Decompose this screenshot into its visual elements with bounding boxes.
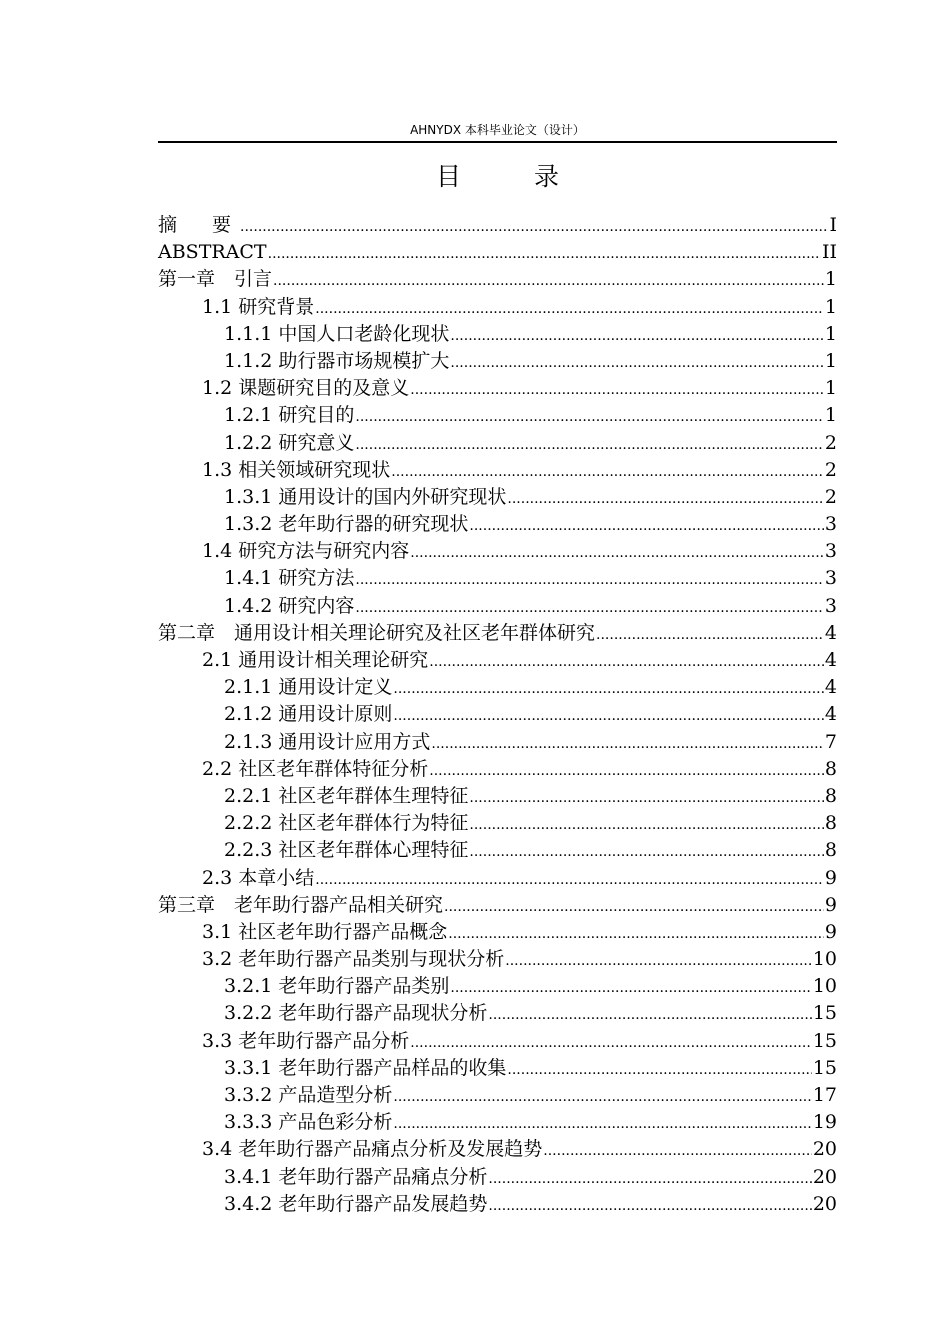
toc-entry-page: 1 (824, 295, 837, 318)
toc-entry-page: 1 (824, 268, 837, 291)
toc-entry-title: 1.1 研究背景 (202, 295, 315, 318)
toc-entry[interactable] (158, 348, 837, 375)
toc-entry[interactable] (158, 837, 837, 864)
toc-entry[interactable] (158, 783, 837, 810)
toc-leader-dots (469, 812, 824, 839)
toc-entry[interactable] (158, 321, 837, 348)
toc-entry-page: 3 (824, 594, 837, 617)
toc-entry[interactable] (158, 973, 837, 1000)
toc-entry[interactable] (158, 1164, 837, 1191)
toc-leader-dots (596, 622, 824, 649)
toc-entry-page: 1 (824, 404, 837, 427)
toc-entry[interactable] (158, 565, 837, 592)
toc-entry[interactable] (158, 239, 837, 266)
toc-leader-dots (507, 1057, 811, 1084)
toc-leader-dots (355, 404, 824, 431)
toc-entry-title: 1.4 研究方法与研究内容 (202, 540, 410, 563)
toc-entry-title: 3.3 老年助行器产品分析 (202, 1029, 410, 1052)
toc-entry[interactable] (158, 375, 837, 402)
toc-entry-page: 4 (824, 676, 837, 699)
toc-leader-dots (488, 1193, 811, 1220)
toc-entry-title: 1.2.1 研究目的 (224, 404, 355, 427)
toc-entry-page: I (829, 214, 837, 236)
toc-entry-title: 2.2.1 社区老年群体生理特征 (224, 784, 469, 807)
toc-entry-page: 8 (824, 757, 837, 780)
toc-entry[interactable] (158, 647, 837, 674)
toc-entry-page: 8 (824, 839, 837, 862)
toc-leader-dots (469, 785, 824, 812)
toc-entry-title: 1.3 相关领域研究现状 (202, 458, 391, 481)
toc-entry-page: 10 (812, 948, 837, 971)
toc-leader-dots (507, 486, 824, 513)
toc-entry[interactable] (158, 266, 837, 293)
toc-entry-title: 3.4.1 老年助行器产品痛点分析 (224, 1165, 488, 1188)
toc-leader-dots (431, 731, 824, 758)
toc-entry[interactable] (158, 593, 837, 620)
toc-leader-dots (469, 839, 824, 866)
toc-entry-title: 第一章 引言 (158, 268, 273, 291)
toc-leader-dots (273, 268, 824, 295)
toc-entry-page: 9 (824, 893, 837, 916)
toc-leader-dots (429, 758, 824, 785)
toc-entry-title: 3.3.3 产品色彩分析 (224, 1111, 393, 1134)
toc-entry-title: 2.2.2 社区老年群体行为特征 (224, 812, 469, 835)
toc-entry-page: 15 (812, 1002, 837, 1025)
toc-entry-page: 9 (824, 866, 837, 889)
toc-leader-dots (355, 567, 824, 594)
toc-entry-title: 2.2.3 社区老年群体心理特征 (224, 839, 469, 862)
toc-entry[interactable] (158, 402, 837, 429)
toc-entry[interactable] (158, 620, 837, 647)
toc-leader-dots (355, 595, 824, 622)
toc-entry-page: 4 (824, 649, 837, 671)
toc-entry-page: 10 (812, 975, 837, 998)
toc-entry-title: 3.2 老年助行器产品类别与现状分析 (202, 948, 505, 971)
toc-entry-title: 3.4.2 老年助行器产品发展趋势 (224, 1192, 488, 1215)
toc-entry[interactable] (158, 919, 837, 946)
toc-entry-title: 2.1.1 通用设计定义 (224, 676, 393, 699)
toc-entry[interactable] (158, 810, 837, 837)
toc-leader-dots (410, 377, 824, 404)
toc-entry-page: 2 (824, 458, 837, 481)
toc-entry[interactable] (158, 1191, 837, 1218)
toc-entry-title: 1.2.2 研究意义 (224, 431, 355, 454)
page-header: AHNYDX 本科毕业论文（设计） (410, 123, 585, 137)
toc-entry-page: 2 (824, 431, 837, 454)
toc-entry-title: 第三章 老年助行器产品相关研究 (158, 893, 444, 916)
toc-entry-page: 1 (824, 349, 837, 372)
toc-entry-title: 1.2 课题研究目的及意义 (202, 377, 410, 400)
toc-leader-dots (315, 296, 824, 323)
toc-entry-title: 2.1.2 通用设计原则 (224, 703, 393, 726)
toc-leader-dots (488, 1002, 811, 1029)
toc-leader-dots (315, 867, 824, 894)
toc-entry-title: 2.3 本章小结 (202, 866, 315, 889)
toc-entry-title: 2.1 通用设计相关理论研究 (202, 649, 429, 671)
toc-entry-title: 2.1.3 通用设计应用方式 (224, 730, 431, 753)
toc-entry-page: 17 (812, 1084, 837, 1106)
toc-entry[interactable] (158, 457, 837, 484)
toc-entry[interactable] (158, 865, 837, 892)
toc-entry[interactable] (158, 484, 837, 511)
toc-entry-page: 19 (812, 1111, 837, 1134)
header-rule (158, 141, 837, 143)
toc-entry[interactable] (158, 430, 837, 457)
toc-leader-dots (450, 975, 811, 1002)
toc-entry-page: 20 (812, 1192, 837, 1215)
toc-entry-page: 7 (824, 730, 837, 753)
toc-leader-dots (240, 214, 828, 241)
toc-entry[interactable] (158, 946, 837, 973)
toc-leader-dots (444, 894, 824, 921)
toc-entry-title: 3.2.1 老年助行器产品类别 (224, 975, 450, 998)
table-of-contents (158, 212, 837, 1218)
toc-entry-title: 3.4 老年助行器产品痛点分析及发展趋势 (202, 1138, 543, 1161)
toc-entry-page: 3 (824, 513, 837, 536)
toc-entry-title: 3.3.2 产品造型分析 (224, 1084, 393, 1106)
toc-leader-dots (505, 948, 812, 975)
toc-entry-title: 1.4.2 研究内容 (224, 594, 355, 617)
toc-entry[interactable] (158, 729, 837, 756)
toc-entry-page: 20 (812, 1138, 837, 1161)
toc-entry-page: 9 (824, 920, 837, 943)
toc-leader-dots (393, 1111, 811, 1138)
toc-entry-page: 15 (812, 1029, 837, 1052)
toc-entry-page: 1 (824, 377, 837, 400)
toc-entry-title: 1.1.1 中国人口老龄化现状 (224, 322, 450, 345)
toc-entry-title: 3.2.2 老年助行器产品现状分析 (224, 1002, 488, 1025)
toc-leader-dots (429, 649, 824, 676)
toc-entry[interactable] (158, 1055, 837, 1082)
toc-leader-dots (268, 241, 821, 268)
toc-entry-page: 1 (824, 322, 837, 345)
toc-entry[interactable] (158, 1000, 837, 1027)
toc-entry-title: 摘 要 (158, 214, 240, 236)
toc-entry[interactable] (158, 1028, 837, 1055)
toc-leader-dots (488, 1166, 811, 1193)
toc-entry[interactable] (158, 1136, 837, 1163)
toc-entry-page: 4 (824, 703, 837, 726)
toc-entry-page: 8 (824, 784, 837, 807)
toc-entry[interactable] (158, 1082, 837, 1109)
toc-entry[interactable] (158, 538, 837, 565)
toc-entry[interactable] (158, 1109, 837, 1136)
toc-entry-page: 4 (824, 621, 837, 644)
toc-leader-dots (410, 1030, 812, 1057)
toc-entry-page: 2 (824, 485, 837, 508)
toc-leader-dots (393, 676, 824, 703)
toc-entry-page: 20 (812, 1165, 837, 1188)
toc-entry-title: 3.1 社区老年助行器产品概念 (202, 920, 448, 943)
toc-entry-page: II (821, 241, 837, 264)
toc-leader-dots (393, 1084, 811, 1111)
toc-leader-dots (393, 703, 824, 730)
toc-title: 目 录 (435, 162, 583, 191)
toc-leader-dots (450, 323, 824, 350)
toc-entry-title: 1.4.1 研究方法 (224, 567, 355, 590)
toc-leader-dots (450, 350, 824, 377)
toc-entry-title: 1.1.2 助行器市场规模扩大 (224, 349, 450, 372)
toc-entry-title: 1.3.2 老年助行器的研究现状 (224, 513, 469, 536)
toc-leader-dots (469, 513, 824, 540)
toc-entry-title: 3.3.1 老年助行器产品样品的收集 (224, 1056, 507, 1079)
toc-entry-page: 3 (824, 540, 837, 563)
toc-entry[interactable] (158, 674, 837, 701)
toc-leader-dots (543, 1138, 812, 1165)
toc-entry[interactable] (158, 212, 837, 239)
toc-entry[interactable] (158, 756, 837, 783)
toc-entry-title: 2.2 社区老年群体特征分析 (202, 757, 429, 780)
toc-entry[interactable] (158, 294, 837, 321)
toc-entry-title: 1.3.1 通用设计的国内外研究现状 (224, 485, 507, 508)
toc-leader-dots (391, 459, 824, 486)
toc-entry-page: 3 (824, 567, 837, 590)
toc-leader-dots (355, 432, 824, 459)
toc-entry-page: 15 (812, 1056, 837, 1079)
toc-entry[interactable] (158, 701, 837, 728)
toc-entry-title: ABSTRACT (158, 241, 267, 264)
toc-entry[interactable] (158, 511, 837, 538)
toc-entry-title: 第二章 通用设计相关理论研究及社区老年群体研究 (158, 621, 596, 644)
toc-leader-dots (410, 540, 824, 567)
toc-entry[interactable] (158, 892, 837, 919)
toc-entry-page: 8 (824, 812, 837, 835)
toc-leader-dots (448, 921, 824, 948)
